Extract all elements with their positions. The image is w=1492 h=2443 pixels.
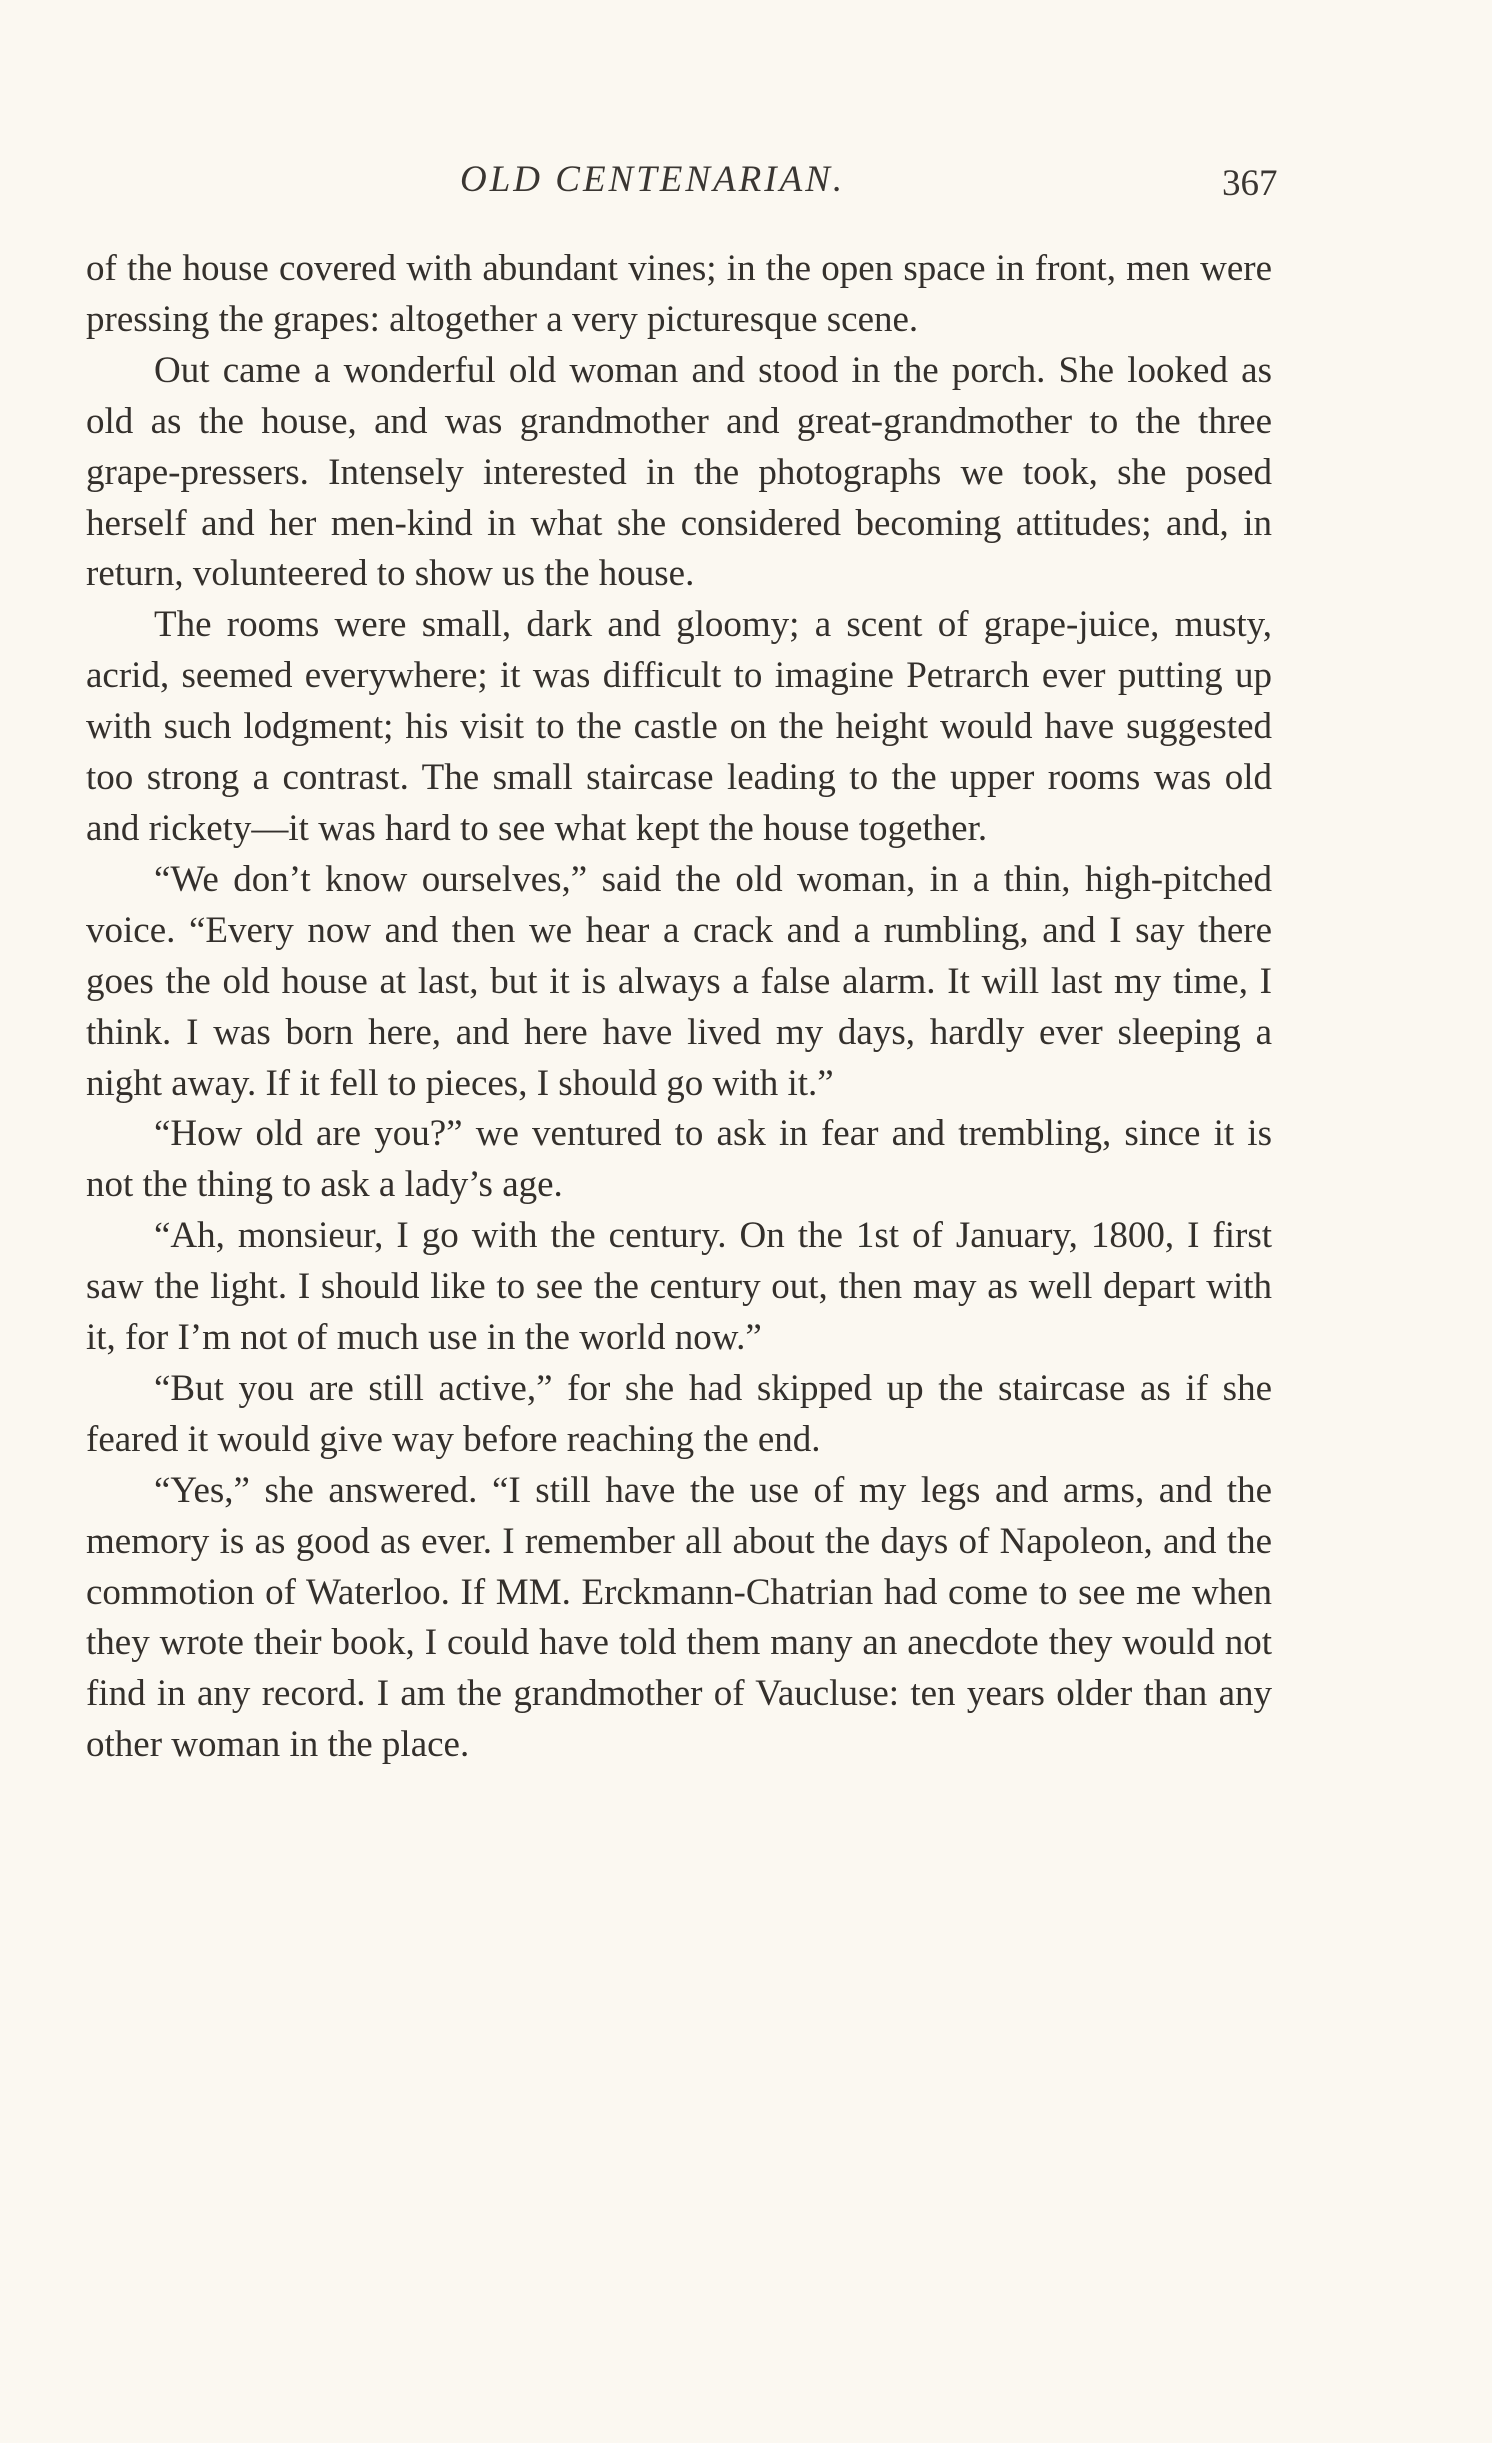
running-title: OLD CENTENARIAN. xyxy=(460,159,846,200)
paragraph: Out came a wonderful old woman and stood in the porch. She looked as old as the house, and was grandmother and great-grandmother to the three grape-pressers. Intensely interested in the photographs we took, she posed herself and her men-kind in what she considered becoming attitudes; and, in return, volunteered to show us the house. xyxy=(86,349,1272,595)
running-header xyxy=(0,158,1492,218)
paragraph-continued: of the house covered with abundant vines; in the open space in front, men were pressing the grapes: altogether a very picturesque scene. xyxy=(86,248,1272,340)
paragraph: “How old are you?” we ventured to ask in fear and trembling, since it is not the thing to ask a lady’s age. xyxy=(86,1113,1272,1206)
body-text xyxy=(86,244,1272,1771)
paragraph: “We don’t know ourselves,” said the old woman, in a thin, high-pitched voice. “Every now and then we hear a crack and a rumbling, and I say there goes the old house at last, but it is always a false alarm. It will last my time, I think. I was born here, and here have lived my days, hardly ever sleeping a night away. If it fell to pieces, I should go with it.” xyxy=(86,858,1272,1104)
paragraph: “Yes,” she answered. “I still have the use of my legs and arms, and the memory is as good as ever. I remember all about the days of Napoleon, and the commotion of Waterloo. If MM. Erckmann-Chatrian had come to see me when they wrote their book, I could have told them many an anecdote they would not find in any record. I am the grandmother of Vaucluse: ten years older than any other woman in the place. xyxy=(86,1469,1272,1766)
paragraph: The rooms were small, dark and gloomy; a scent of grape-juice, musty, acrid, seemed everywhere; it was difficult to imagine Petrarch ever putting up with such lodgment; his visit to the castle on the height would have suggested too strong a contrast. The small staircase leading to the upper rooms was old and rickety—it was hard to see what kept the house together. xyxy=(86,604,1272,849)
paragraph: “But you are still active,” for she had skipped up the staircase as if she feared it would give way before reaching the end. xyxy=(86,1367,1272,1460)
page-number: 367 xyxy=(1222,163,1278,204)
paragraph: “Ah, monsieur, I go with the century. On the 1st of January, 1800, I first saw the light. I should like to see the century out, then may as well depart with it, for I’m not of much use in the world now.” xyxy=(86,1215,1272,1359)
